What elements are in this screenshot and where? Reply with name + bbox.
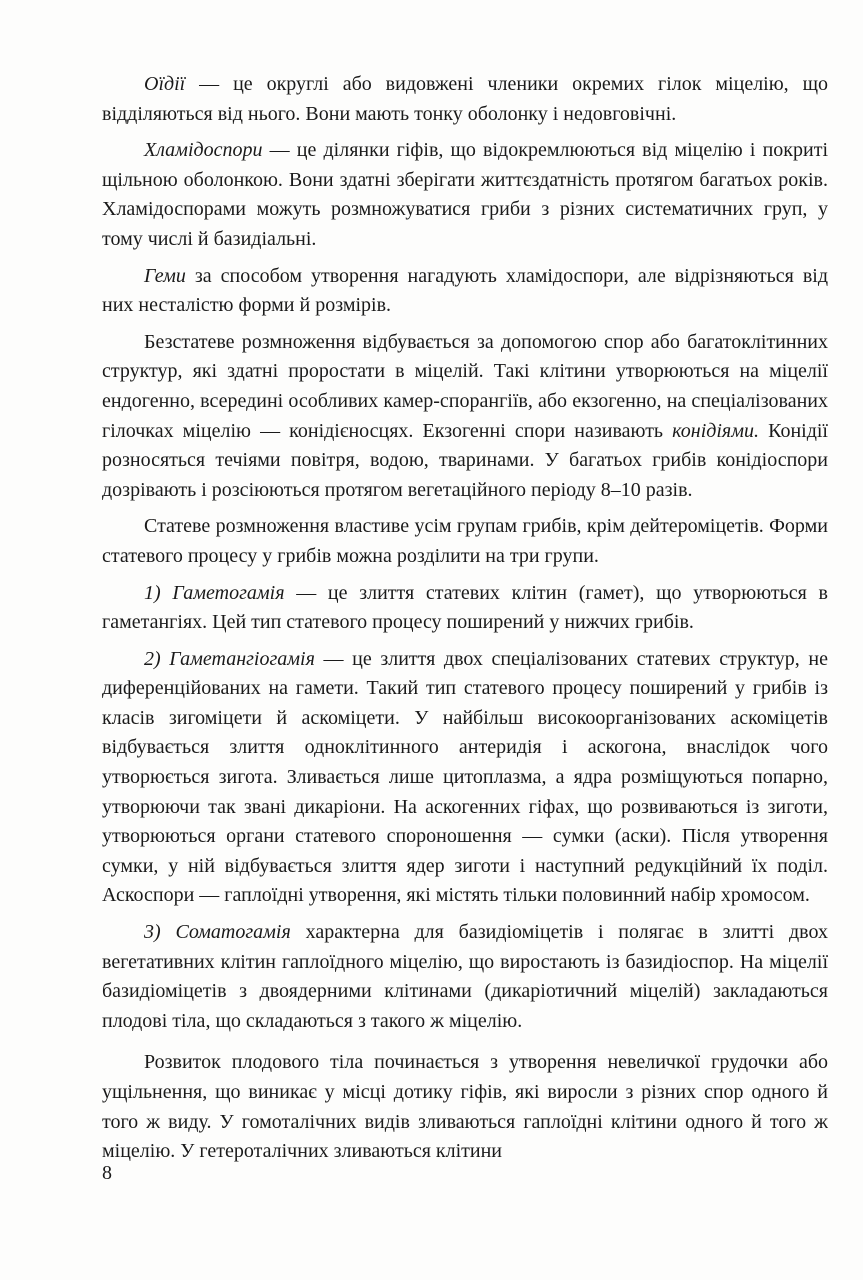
paragraph-gemmae — [102, 262, 828, 321]
paragraph-fruiting-body — [102, 1048, 828, 1166]
term-gametogamy: 1) Гаметогамія — [144, 581, 285, 604]
paragraph-text: Розвиток плодового тіла починається з утворення невеличкої грудочки або ущільнення, що виникає у місці дотику гіфів, які виросли з різних спор одного й того ж виду. У гомоталічних видів зливаються гаплоїдні клітини одного й того ж міцелію. У гетероталічних зливаються клітини — [102, 1051, 828, 1163]
paragraph-somatogamy — [102, 918, 828, 1036]
paragraph-gametogamy — [102, 579, 828, 638]
paragraph-text: характерна для базидіоміцетів і полягає в злитті двох вегетативних клітин гаплоїдного міцелію, що виростають із базидіоспор. На міцелії базидіоміцетів з двоядерними клітинами (дикаріотичний міцелій) закладаються плодові тіла, що складаються з такого ж міцелію. — [102, 921, 828, 1032]
paragraph-text: Статеве розмноження властиве усім групам грибів, крім дейтероміцетів. Форми статевого процесу у грибів можна розділити на три групи. — [102, 515, 828, 567]
paragraph-chlamydospores — [102, 136, 828, 254]
paragraph-text: — це округлі або видовжені членики окремих гілок міцелію, що відділяються від нього. Вони мають тонку оболонку і недовговічні. — [102, 73, 828, 125]
term-chlamydospores: Хламідоспори — [144, 139, 263, 162]
term-gemmae: Геми — [144, 264, 186, 287]
paragraph-sexual-reproduction — [102, 512, 828, 571]
paragraph-text: — це ділянки гіфів, що відокремлюються від міцелію і покриті щільною оболонкою. Вони здатні зберігати життєздатність протягом багатьох років. Хламідоспорами можуть розмножуватися гриби з різних систематичних груп, у тому числі й базидіальні. — [102, 139, 828, 250]
paragraph-text: Безстатеве розмноження відбувається за допомогою спор або багатоклітинних структур, які здатні проростати в міцелій. Такі клітини утворюються на міцелії ендогенно, всередині особливих камер-спорангіїв, або екзогенно, на спеціалізованих гілочках міцелію — конідієносцях. Екзогенні спори називають — [102, 330, 828, 442]
paragraph-text: Конідії розносяться течіями повітря, водою, тваринами. У багатьох грибів конідіоспори дозрівають і розсіюються протягом вегетаційного періоду 8–10 разів. — [102, 419, 828, 501]
paragraph-asexual-reproduction — [102, 328, 828, 506]
term-somatogamy: 3) Соматогамія — [144, 921, 291, 944]
paragraph-gametangiogamy — [102, 645, 828, 911]
term-oidia: Оїдії — [144, 73, 186, 95]
paragraph-oidia — [102, 70, 828, 129]
paragraph-text: за способом утворення нагадують хламідоспори, але відрізняються від них несталістю форми й розмірів. — [102, 264, 828, 317]
paragraph-text: — це злиття статевих клітин (гамет), що утворюються в гаметангіях. Цей тип статевого процесу поширений у нижчих грибів. — [102, 581, 828, 634]
term-conidia: конідіями. — [672, 419, 759, 442]
page-number: 8 — [102, 1162, 112, 1184]
paragraph-text: — це злиття двох спеціалізованих статевих структур, не диференційованих на гамети. Такий тип статевого процесу поширений у грибів із класів зигоміцети й аскоміцети. У найбільш високоорганізованих аскоміцетів відбувається злиття одноклітинного антеридія і аскогона, внаслідок чого утворюється зигота. Зливається лише цитоплазма, а ядра розміщуються попарно, утворюючи так звані дикаріони. На аскогенних гіфах, що розвиваються із зиготи, утворюються органи статевого спороношення — сумки (аски). Після утворення сумки, у ній відбувається злиття ядер зиготи і наступний редукційний їх поділ. Аскоспори — гаплоїдні утворення, які містять тільки половинний набір хромосом. — [102, 647, 828, 907]
term-gametangiogamy: 2) Гаметангіогамія — [144, 647, 315, 670]
body-text — [102, 70, 828, 1174]
